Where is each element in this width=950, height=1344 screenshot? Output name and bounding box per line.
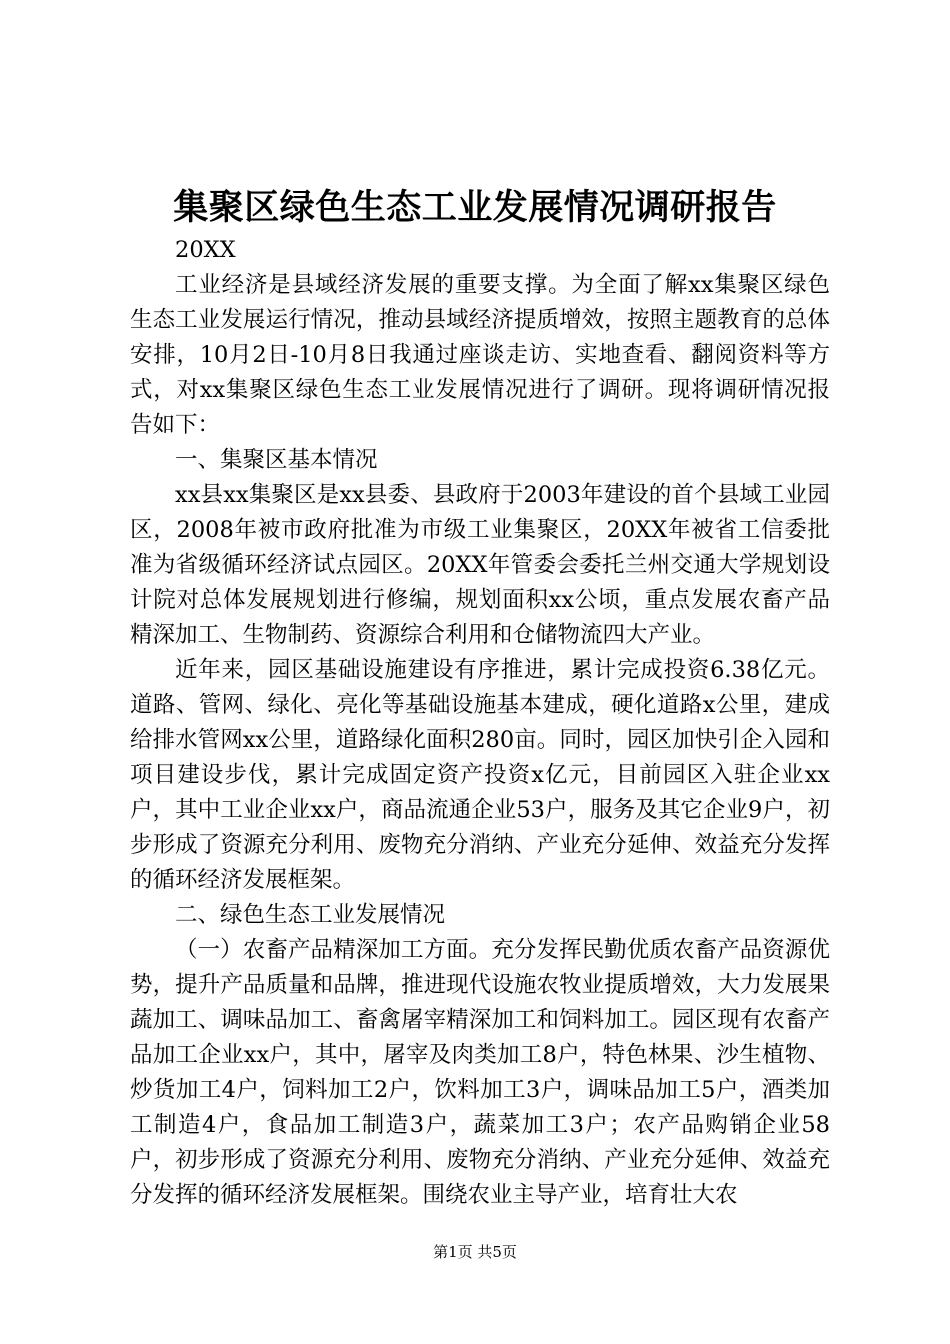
body-paragraph: 近年来，园区基础设施建设有序推进，累计完成投资6.38亿元。道路、管网、绿化、亮化等基础设施基本建成，硬化道路x公里，建成给排水管网xx公里，道路绿化面积280亩。同时，园区加快引企入园和项目建设步伐，累计完成固定资产投资x亿元，目前园区入驻企业xx户，其中工业企业xx户，商品流通企业53户，服务及其它企业9户，初步形成了资源充分利用、废物充分消纳、产业充分延伸、效益充分发挥的循环经济发展框架。 [130,657,830,893]
section-heading-1: 一、集聚区基本情况 [175,447,378,473]
section-heading-2: 二、绿色生态工业发展情况 [175,902,446,928]
body-paragraph: xx县xx集聚区是xx县委、县政府于2003年建设的首个县域工业园区，2008年被市政府批准为市级工业集聚区，20XX年被省工信委批准为省级循环经济试点园区。20XX年管委会委托兰州交通大学规划设计院对总体发展规划进行修编，规划面积xx公顷，重点发展农畜产品精深加工、生物制药、资源综合利用和仓储物流四大产业。 [130,482,830,648]
body-paragraph: （一）农畜产品精深加工方面。充分发挥民勤优质农畜产品资源优势，提升产品质量和品牌，推进现代设施农牧业提质增效，大力发展果蔬加工、调味品加工、畜禽屠宰精深加工和饲料加工。园区现有农畜产品加工企业xx户，其中，屠宰及肉类加工8户，特色林果、沙生植物、炒货加工4户，饲料加工2户，饮料加工3户，调味品加工5户，酒类加工制造4户，食品加工制造3户，蔬菜加工3户；农产品购销企业58户，初步形成了资源充分利用、废物充分消纳、产业充分延伸、效益充分发挥的循环经济发展框架。围绕农业主导产业，培育壮大农 [130,937,830,1208]
document-body [130,233,830,1213]
intro-paragraph: 工业经济是县域经济发展的重要支撑。为全面了解xx集聚区绿色生态工业发展运行情况，推动县域经济提质增效，按照主题教育的总体安排，10月2日-10月8日我通过座谈走访、实地查看、翻阅资料等方式，对xx集聚区绿色生态工业发展情况进行了调研。现将调研情况报告如下： [130,272,830,438]
document-title: 集聚区绿色生态工业发展情况调研报告 [173,187,777,228]
date-line: 20XX [175,237,236,263]
page-footer: 第1页 共5页 [433,1243,517,1261]
